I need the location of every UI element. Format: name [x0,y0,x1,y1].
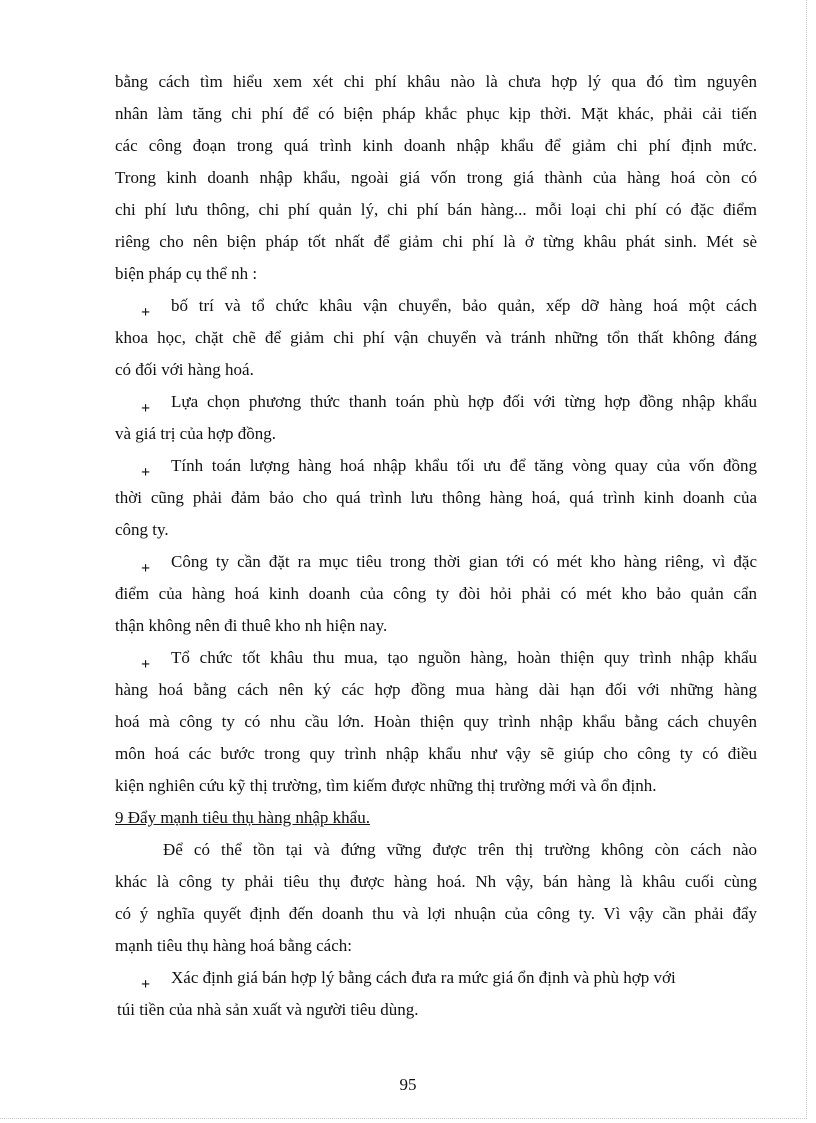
text-line: Để có thể tồn tại và đứng vững được trên thị trường không còn cách nào [163,840,757,859]
text-line [115,642,757,674]
text-line: công ty. [115,520,169,539]
paragraph-sales [115,834,757,962]
text-line: nhân làm tăng chi phí để có biện pháp khắc phục kịp thời. Mặt khác, phải cải tiến [115,104,757,123]
text-line: riêng cho nên biện pháp tốt nhất để giảm chi phí là ở từng khâu phát sinh. Mét sè [115,232,757,251]
text-line: điểm của hàng hoá kinh doanh của công ty đòi hỏi phải có mét kho bảo quản cẩn [115,584,757,603]
text-line: các công đoạn trong quá trình kinh doanh nhập khẩu để giảm chi phí định mức. [115,136,757,155]
plus-bullet-icon: + [141,560,151,577]
bullet-text: Công ty cần đặt ra mục tiêu trong thời gian tới có mét kho hàng riêng, vì đặc [171,552,757,571]
plus-bullet-icon: + [141,464,151,481]
text-line [115,290,757,322]
document-body [115,66,757,1026]
text-line [115,450,757,482]
plus-bullet-icon: + [141,976,151,993]
bullet-text: Tổ chức tốt khâu thu mua, tạo nguồn hàng, hoàn thiện quy trình nhập khẩu [171,648,757,667]
text-line: khoa học, chặt chẽ để giảm chi phí vận chuyển và tránh những tổn thất không đáng [115,328,757,347]
bullet-item-transport [115,290,757,386]
text-line: túi tiền của nhà sản xuất và người tiêu dùng. [117,1000,419,1019]
bullet-item-payment [115,386,757,450]
text-line: thời cũng phải đảm bảo cho quá trình lưu thông hàng hoá, quá trình kinh doanh của [115,488,757,507]
page-number: 95 [399,1075,417,1094]
text-line: Trong kinh doanh nhập khẩu, ngoài giá vốn trong giá thành của hàng hoá còn có [115,168,757,187]
plus-bullet-icon: + [141,400,151,417]
text-line: mạnh tiêu thụ hàng hoá bằng cách: [115,936,352,955]
bullet-text: Tính toán lượng hàng hoá nhập khẩu tối ưu để tăng vòng quay của vốn đồng [171,456,757,475]
text-line: kiện nghiên cứu kỹ thị trường, tìm kiếm được những thị trường mới và ổn định. [115,776,657,795]
text-line: bằng cách tìm hiểu xem xét chi phí khâu nào là chưa hợp lý qua đó tìm nguyên [115,72,757,91]
text-line: và giá trị của hợp đồng. [115,424,277,443]
text-line: khác là công ty phải tiêu thụ được hàng hoá. Nh vậy, bán hàng là khâu cuối cùng [115,872,757,891]
text-line [115,546,757,578]
plus-bullet-icon: + [141,304,151,321]
text-line [115,386,757,418]
bullet-item-pricing [115,962,757,1026]
text-line: chi phí lưu thông, chi phí quản lý, chi phí bán hàng... mỗi loại chi phí có đặc điểm [115,200,757,219]
bullet-item-sourcing [115,642,757,802]
text-line [115,962,757,994]
paragraph-cost-reduction [115,66,757,290]
plus-bullet-icon: + [141,656,151,673]
bullet-text: Xác định giá bán hợp lý bằng cách đưa ra mức giá ổn định và phù hợp với [171,968,676,987]
bullet-text: Lựa chọn phương thức thanh toán phù hợp đối với từng hợp đồng nhập khẩu [171,392,757,411]
text-line: hoá mà công ty có nhu cầu lớn. Hoàn thiện quy trình nhập khẩu bằng cách chuyên [115,712,757,731]
text-line: biện pháp cụ thể nh : [115,264,258,283]
section-heading: 9 Đẩy mạnh tiêu thụ hàng nhập khẩu. [115,808,370,827]
bullet-item-warehouse [115,546,757,642]
bullet-item-quantity [115,450,757,546]
text-line: có đối với hàng hoá. [115,360,254,379]
text-line: hàng hoá bằng cách nên ký các hợp đồng mua hàng dài hạn đối với những hàng [115,680,757,699]
bullet-text: bố trí và tổ chức khâu vận chuyển, bảo quản, xếp dỡ hàng hoá một cách [171,296,757,315]
text-line: thận không nên đi thuê kho nh hiện nay. [115,616,388,635]
text-line: môn hoá các bước trong quy trình nhập khẩu như vậy sẽ giúp cho công ty có điều [115,744,757,763]
text-line: có ý nghĩa quyết định đến doanh thu và lợi nhuận của công ty. Vì vậy cần phải đẩy [115,904,757,923]
